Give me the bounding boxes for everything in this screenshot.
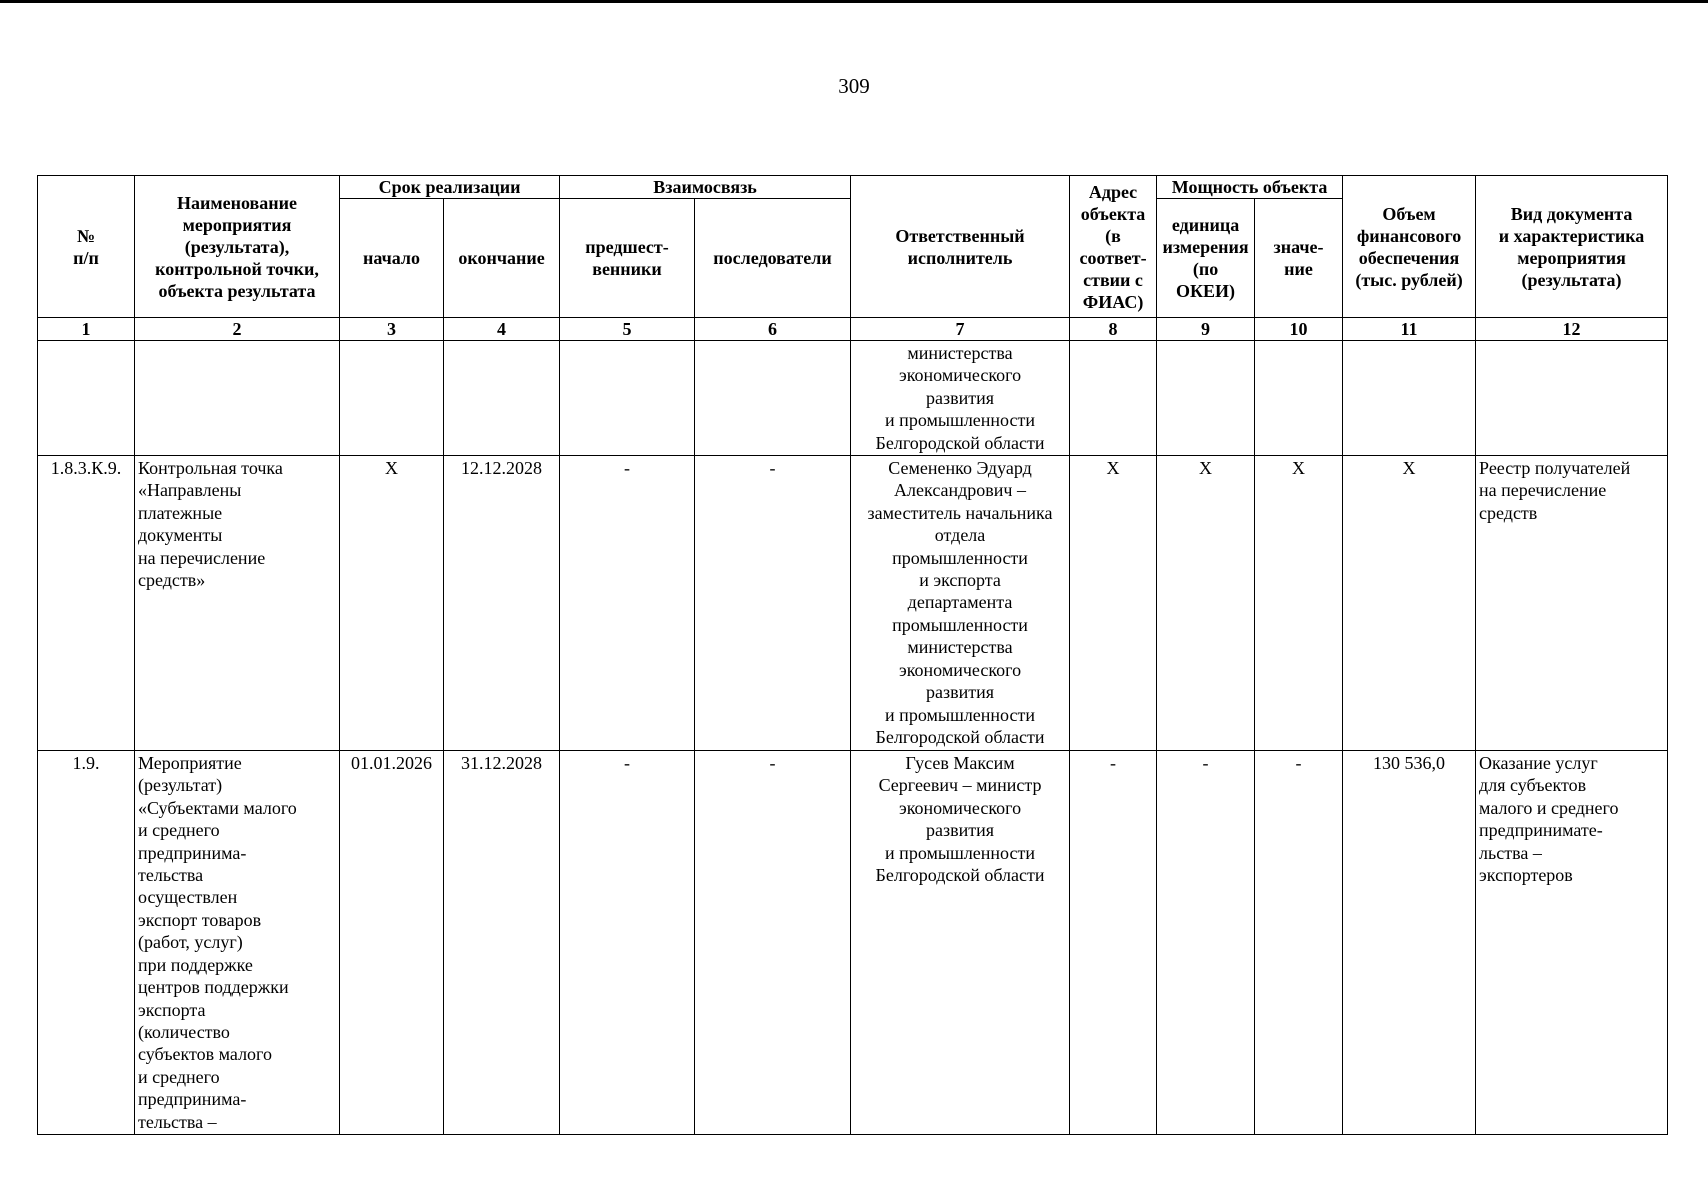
cell-address [1070,341,1157,456]
cell-succ: - [695,456,851,751]
cell-start: X [340,456,444,751]
activities-table [37,175,1668,1135]
cell-name: Мероприятие (результат) «Субъектами малого и среднего предпринима- тельства осуществлен экспорт товаров (работ, услуг) при поддержке центров поддержки экспорта (количество субъектов малого и среднего предпринима- тельства – [135,751,340,1135]
cell-pred [560,341,695,456]
header-finance: Объем финансового обеспечения (тыс. рублей) [1343,176,1476,318]
cell-start: 01.01.2026 [340,751,444,1135]
cell-succ: - [695,751,851,1135]
header-predecessors: предшест- венники [560,199,695,318]
cell-doc: Оказание услуг для субъектов малого и среднего предпринимате- льства – экспортеров [1476,751,1668,1135]
column-number: 10 [1255,318,1343,341]
cell-num: 1.8.3.К.9. [38,456,135,751]
cell-finance [1343,341,1476,456]
page-number: 309 [838,74,870,98]
header-unit: единица измерения (по ОКЕИ) [1157,199,1255,318]
cell-value: X [1255,456,1343,751]
header-address: Адрес объекта (в соответ- ствии с ФИАС) [1070,176,1157,318]
header-row-top [38,176,1668,199]
cell-address: X [1070,456,1157,751]
header-end: окончание [444,199,560,318]
cell-value: - [1255,751,1343,1135]
header-successors: последователи [695,199,851,318]
cell-address: - [1070,751,1157,1135]
column-number: 3 [340,318,444,341]
cell-doc [1476,341,1668,456]
header-doc: Вид документа и характеристика мероприятия (результата) [1476,176,1668,318]
table-row [38,751,1668,1135]
cell-end: 12.12.2028 [444,456,560,751]
cell-executor: Гусев Максим Сергеевич – министр экономического развития и промышленности Белгородской области [851,751,1070,1135]
cell-num [38,341,135,456]
column-number: 7 [851,318,1070,341]
cell-pred: - [560,751,695,1135]
header-name: Наименование мероприятия (результата), контрольной точки, объекта результата [135,176,340,318]
cell-executor: Семененко Эдуард Александрович – заместитель начальника отдела промышленности и экспорта департамента промышленности министерства экономического развития и промышленности Белгородской области [851,456,1070,751]
column-number: 11 [1343,318,1476,341]
header-capacity: Мощность объекта [1157,176,1343,199]
cell-pred: - [560,456,695,751]
column-number: 4 [444,318,560,341]
header-relation: Взаимосвязь [560,176,851,199]
cell-finance: X [1343,456,1476,751]
cell-name [135,341,340,456]
cell-executor: министерства экономического развития и промышленности Белгородской области [851,341,1070,456]
cell-end: 31.12.2028 [444,751,560,1135]
cell-unit [1157,341,1255,456]
cell-succ [695,341,851,456]
cell-value [1255,341,1343,456]
column-number: 9 [1157,318,1255,341]
header-value: значе- ние [1255,199,1343,318]
column-number: 12 [1476,318,1668,341]
table-row [38,456,1668,751]
cell-unit: X [1157,456,1255,751]
cell-name: Контрольная точка «Направлены платежные документы на перечисление средств» [135,456,340,751]
header-start: начало [340,199,444,318]
cell-doc: Реестр получателей на перечисление средств [1476,456,1668,751]
cell-unit: - [1157,751,1255,1135]
cell-end [444,341,560,456]
column-number: 8 [1070,318,1157,341]
column-number: 2 [135,318,340,341]
column-number-row [38,318,1668,341]
header-executor: Ответственный исполнитель [851,176,1070,318]
cell-finance: 130 536,0 [1343,751,1476,1135]
cell-start [340,341,444,456]
scan-top-border [0,0,1708,3]
column-number: 6 [695,318,851,341]
table-row [38,341,1668,456]
header-num: № п/п [38,176,135,318]
header-term: Срок реализации [340,176,560,199]
column-number: 1 [38,318,135,341]
column-number: 5 [560,318,695,341]
cell-num: 1.9. [38,751,135,1135]
